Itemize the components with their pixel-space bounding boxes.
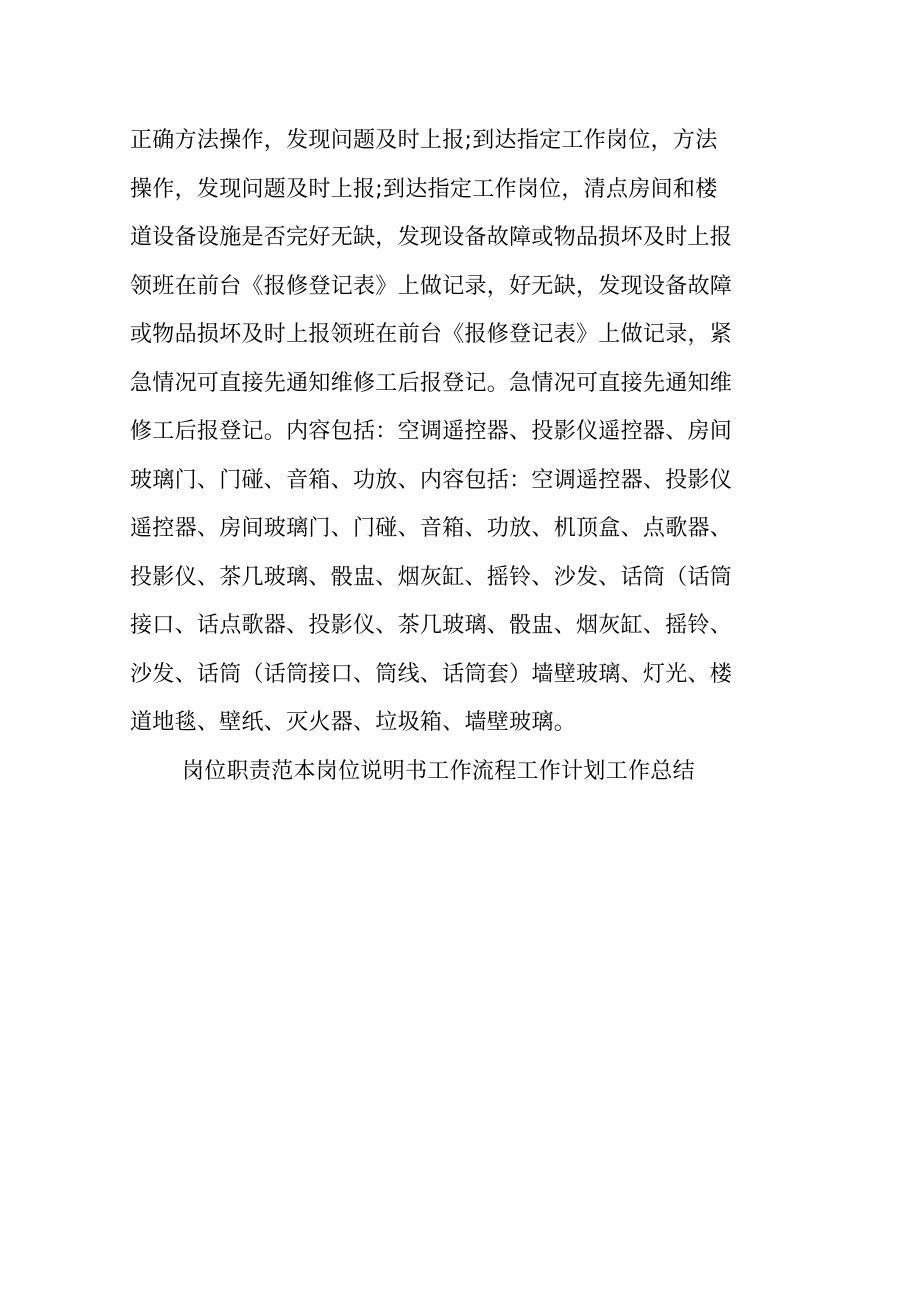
- text-line: 道设备设施是否完好无缺，发现设备故障或物品损坏及时上报: [130, 225, 733, 250]
- text-line: 接口、话点歌器、投影仪、茶几玻璃、骰盅、烟灰缸、摇铃、: [130, 613, 733, 638]
- text-line: 操作，发现问题及时上报;到达指定工作岗位，清点房间和楼: [130, 176, 718, 202]
- footer-keywords: 岗位职责范本岗位说明书工作流程工作计划工作总结: [182, 758, 695, 784]
- text-line: 投影仪、茶几玻璃、骰盅、烟灰缸、摇铃、沙发、话筒（话筒: [130, 564, 733, 590]
- text-line: 玻璃门、门碰、音箱、功放、内容包括：空调遥控器、投影仪: [130, 467, 733, 493]
- text-line: 正确方法操作，发现问题及时上报;到达指定工作岗位，方法: [130, 128, 718, 153]
- text-line: 沙发、话筒（话筒接口、筒线、话筒套）墙壁玻璃、灯光、楼: [130, 661, 733, 687]
- text-line: 道地毯、壁纸、灭火器、垃圾箱、墙壁玻璃。: [130, 710, 577, 735]
- document-body: [130, 117, 780, 796]
- main-paragraph: [130, 117, 780, 748]
- text-line: 或物品损坏及时上报领班在前台《报修登记表》上做记录，紧: [130, 322, 733, 347]
- text-line: 急情况可直接先通知维修工后报登记。急情况可直接先通知维: [130, 370, 733, 396]
- text-line: 领班在前台《报修登记表》上做记录，好无缺，发现设备故障: [130, 273, 733, 299]
- text-line: 修工后报登记。内容包括：空调遥控器、投影仪遥控器、房间: [130, 419, 733, 444]
- text-line: 遥控器、房间玻璃门、门碰、音箱、功放、机顶盒、点歌器、: [130, 516, 733, 541]
